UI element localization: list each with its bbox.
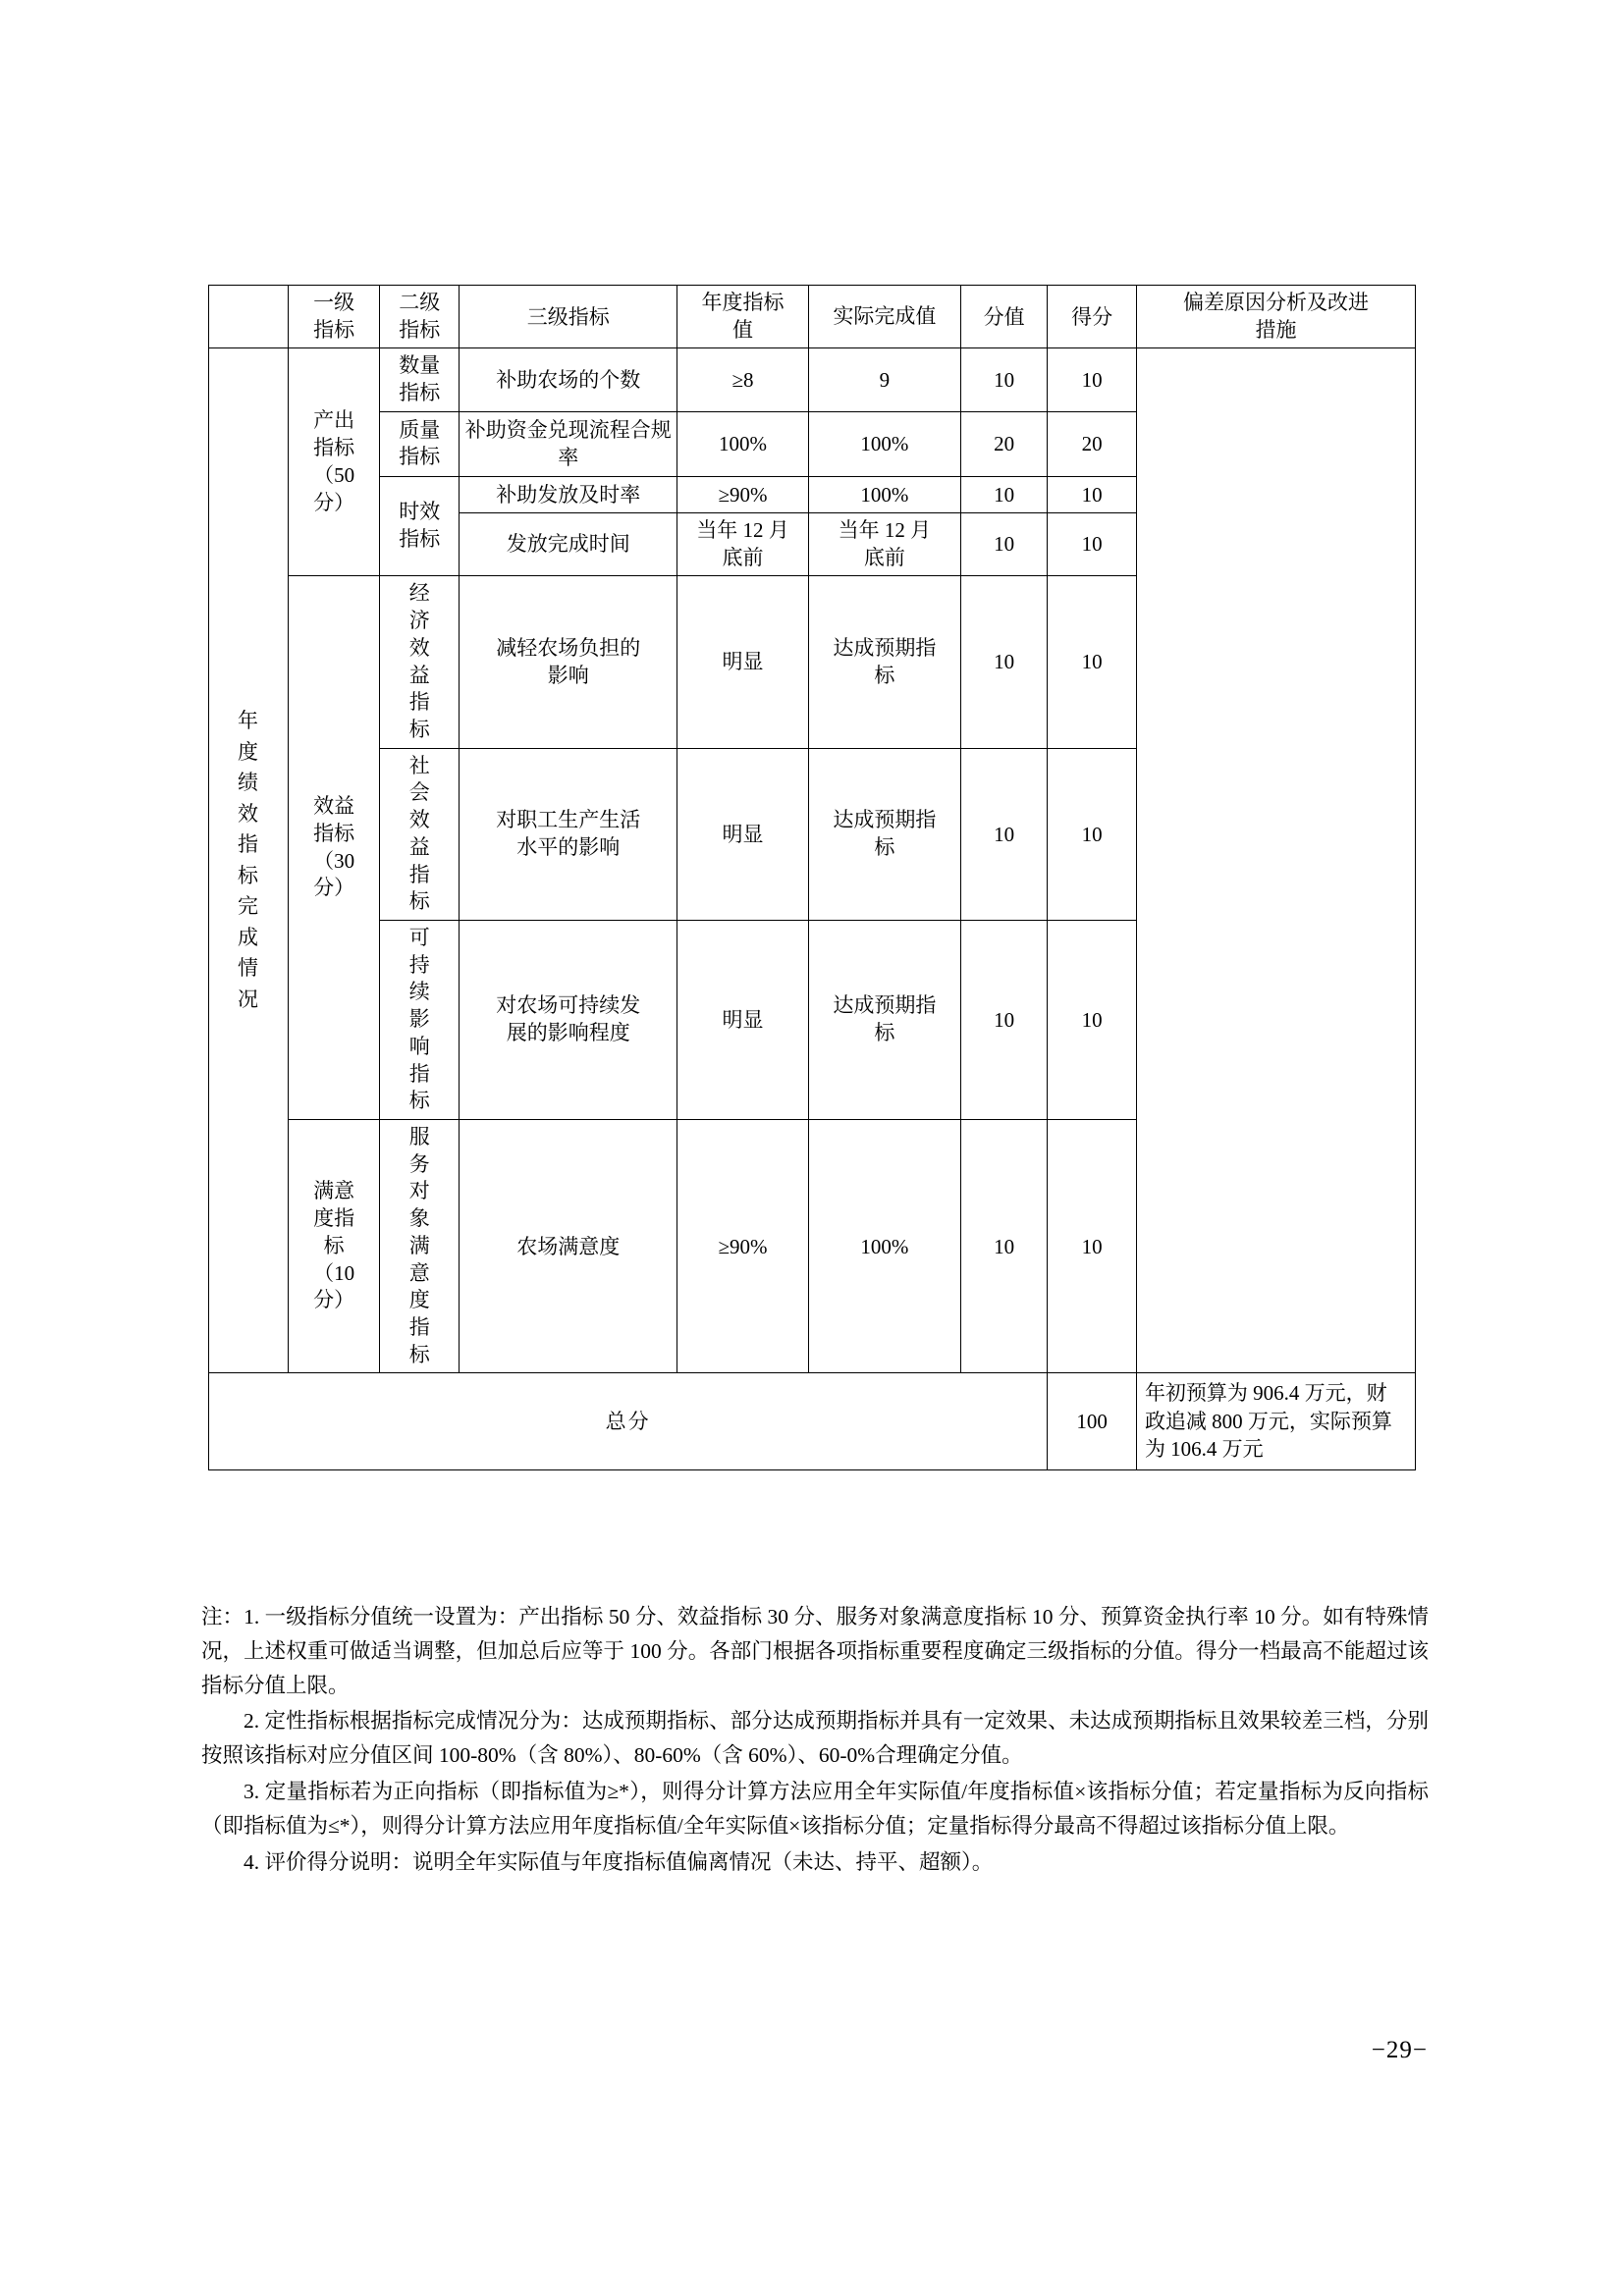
level3-indicator: 对农场可持续发展的影响程度 [460,920,677,1119]
target-value: 明显 [677,576,809,748]
level3-indicator: 农场满意度 [460,1120,677,1373]
header-analysis: 偏差原因分析及改进措施 [1136,286,1415,348]
actual-value: 100% [808,1120,960,1373]
level3-indicator: 减轻农场负担的影响 [460,576,677,748]
total-label: 总分 [209,1373,1048,1469]
page-number: −29− [1371,2037,1428,2063]
header-actual: 实际完成值 [808,286,960,348]
actual-value: 9 [808,348,960,411]
performance-table-wrapper [208,285,1416,1470]
header-blank [209,286,289,348]
target-value: 100% [677,411,809,476]
table-row [209,348,1416,411]
target-value: 明显 [677,920,809,1119]
level1-output: 产出指标（50分） [289,348,380,576]
actual-value: 达成预期指标 [808,920,960,1119]
row-group-label: 年度绩效指标完成情况 [209,348,289,1373]
note-2: 2. 定性指标根据指标完成情况分为：达成预期指标、部分达成预期指标并具有一定效果、未达成预期指标且效果较差三档，分别按照该指标对应分值区间 100-80%（含 80%）、80-60%（含 60%）、60-0%合理确定分值。 [201,1709,1429,1768]
level2-economic: 经济效益指标 [380,576,460,748]
points-value: 10 [960,576,1047,748]
points-value: 10 [960,512,1047,575]
points-value: 10 [960,920,1047,1119]
target-value: 明显 [677,748,809,920]
actual-value: 达成预期指标 [808,748,960,920]
target-value: ≥8 [677,348,809,411]
header-annual-target: 年度指标值 [677,286,809,348]
points-value: 20 [960,411,1047,476]
level3-indicator: 补助发放及时率 [460,476,677,512]
performance-table [208,285,1416,1470]
level1-benefit: 效益指标（30分） [289,576,380,1120]
level1-satisfaction: 满意度指标（10分） [289,1120,380,1373]
notes-block [201,1600,1429,1882]
score-value: 10 [1048,1120,1137,1373]
score-value: 10 [1048,476,1137,512]
header-level1: 一级指标 [289,286,380,348]
actual-value: 当年 12 月底前 [808,512,960,575]
target-value: ≥90% [677,476,809,512]
actual-value: 达成预期指标 [808,576,960,748]
level3-indicator: 补助资金兑现流程合规率 [460,411,677,476]
budget-note: 年初预算为 906.4 万元，财政追减 800 万元，实际预算为 106.4 万元 [1136,1373,1415,1469]
table-header-row [209,286,1416,348]
score-value: 10 [1048,512,1137,575]
header-score: 得分 [1048,286,1137,348]
score-value: 10 [1048,920,1137,1119]
score-value: 10 [1048,748,1137,920]
target-value: 当年 12 月底前 [677,512,809,575]
level2-service-satisfaction: 服务对象满意度指标 [380,1120,460,1373]
note-3: 3. 定量指标若为正向指标（即指标值为≥*），则得分计算方法应用全年实际值/年度指标值×该指标分值；若定量指标为反向指标（即指标值为≤*），则得分计算方法应用年度指标值/全年实际值×该指标分值；定量指标得分最高不得超过该指标分值上限。 [201,1780,1429,1838]
header-points: 分值 [960,286,1047,348]
table-total-row [209,1373,1416,1469]
level2-social: 社会效益指标 [380,748,460,920]
points-value: 10 [960,748,1047,920]
score-value: 10 [1048,576,1137,748]
score-value: 20 [1048,411,1137,476]
points-value: 10 [960,476,1047,512]
note-1: 注：1. 一级指标分值统一设置为：产出指标 50 分、效益指标 30 分、服务对象满意度指标 10 分、预算资金执行率 10 分。如有特殊情况，上述权重可做适当调整，但加总后应等于 100 分。各部门根据各项指标重要程度确定三级指标的分值。得分一档最高不能超过该指标分值上限。 [201,1605,1429,1697]
header-level3: 三级指标 [460,286,677,348]
header-level2: 二级指标 [380,286,460,348]
level3-indicator: 补助农场的个数 [460,348,677,411]
level3-indicator: 发放完成时间 [460,512,677,575]
total-score: 100 [1048,1373,1137,1469]
points-value: 10 [960,1120,1047,1373]
note-4: 4. 评价得分说明：说明全年实际值与年度指标值偏离情况（未达、持平、超额）。 [244,1849,994,1874]
level2-quantity: 数量指标 [380,348,460,411]
level2-sustainable: 可持续影响指标 [380,920,460,1119]
score-value: 10 [1048,348,1137,411]
level2-quality: 质量指标 [380,411,460,476]
points-value: 10 [960,348,1047,411]
target-value: ≥90% [677,1120,809,1373]
actual-value: 100% [808,476,960,512]
actual-value: 100% [808,411,960,476]
level2-timeliness: 时效指标 [380,476,460,576]
analysis-cell [1136,348,1415,1373]
level3-indicator: 对职工生产生活水平的影响 [460,748,677,920]
